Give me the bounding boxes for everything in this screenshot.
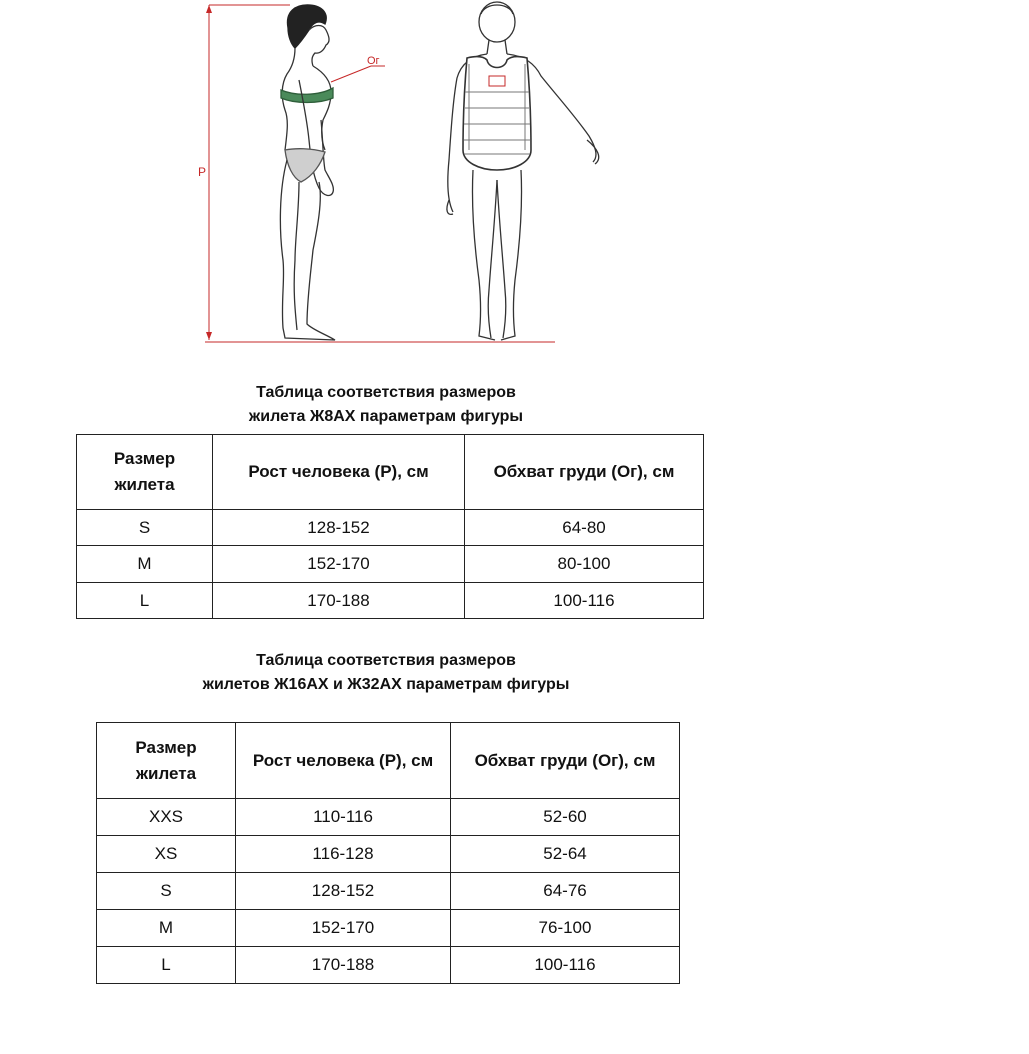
cell-height: 170-188 xyxy=(236,947,451,984)
side-view-figure xyxy=(280,5,335,340)
cell-height: 116-128 xyxy=(236,836,451,873)
table-row xyxy=(97,836,680,873)
cell-chest: 100-116 xyxy=(465,583,704,619)
chest-pointer-line xyxy=(331,66,371,82)
size-table-zh16ax-zh32ax xyxy=(96,722,680,984)
size-table-zh8ax xyxy=(76,434,704,619)
body-measurement-illustration xyxy=(195,0,615,350)
table-row xyxy=(77,546,704,583)
header-vest-size xyxy=(77,435,213,510)
vest-drawing xyxy=(463,57,531,170)
cell-chest: 100-116 xyxy=(451,947,680,984)
header-chest: Обхват груди (Ог), см xyxy=(451,723,680,799)
table-header-row xyxy=(97,723,680,799)
header-chest: Обхват груди (Ог), см xyxy=(465,435,704,510)
cell-height: 128-152 xyxy=(213,510,465,546)
header-height: Рост человека (Р), см xyxy=(213,435,465,510)
cell-size: XS xyxy=(97,836,236,873)
header-vest-size-line-2: жилета xyxy=(135,763,197,783)
header-vest-size-line-2: жилета xyxy=(114,475,175,494)
cell-chest: 52-60 xyxy=(451,799,680,836)
table-2-title-line-2: жилетов Ж16АХ и Ж32АХ параметрам фигуры xyxy=(202,676,570,693)
vest-logo xyxy=(489,76,505,86)
table-row xyxy=(97,947,680,984)
front-view-figure xyxy=(447,2,599,340)
height-measurement xyxy=(198,5,290,340)
cell-chest: 64-80 xyxy=(465,510,704,546)
cell-height: 110-116 xyxy=(236,799,451,836)
table-header-row xyxy=(77,435,704,510)
cell-height: 170-188 xyxy=(213,583,465,619)
table-row xyxy=(77,583,704,619)
cell-height: 128-152 xyxy=(236,873,451,910)
table-1-title xyxy=(176,381,596,429)
table-1-title-line-1: Таблица соответствия размеров xyxy=(256,384,516,401)
height-label: P xyxy=(198,165,207,179)
cell-size: M xyxy=(77,546,213,583)
header-vest-size-line-1: Размер xyxy=(113,449,176,468)
header-vest-size xyxy=(97,723,236,799)
cell-size: L xyxy=(97,947,236,984)
table-2-title-line-1: Таблица соответствия размеров xyxy=(256,652,516,669)
cell-height: 152-170 xyxy=(236,910,451,947)
cell-size: S xyxy=(77,510,213,546)
table-2-title xyxy=(136,649,636,697)
cell-chest: 76-100 xyxy=(451,910,680,947)
table-1-title-line-2: жилета Ж8АХ параметрам фигуры xyxy=(248,408,524,425)
cell-chest: 64-76 xyxy=(451,873,680,910)
cell-size: L xyxy=(77,583,213,619)
table-row xyxy=(97,873,680,910)
chest-label: Ог xyxy=(367,55,380,67)
table-row xyxy=(97,799,680,836)
cell-size: S xyxy=(97,873,236,910)
header-height: Рост человека (Р), см xyxy=(236,723,451,799)
cell-chest: 52-64 xyxy=(451,836,680,873)
cell-chest: 80-100 xyxy=(465,546,704,583)
cell-size: XXS xyxy=(97,799,236,836)
cell-size: M xyxy=(97,910,236,947)
header-vest-size-line-1: Размер xyxy=(135,737,197,757)
table-row xyxy=(77,510,704,546)
table-row xyxy=(97,910,680,947)
cell-height: 152-170 xyxy=(213,546,465,583)
